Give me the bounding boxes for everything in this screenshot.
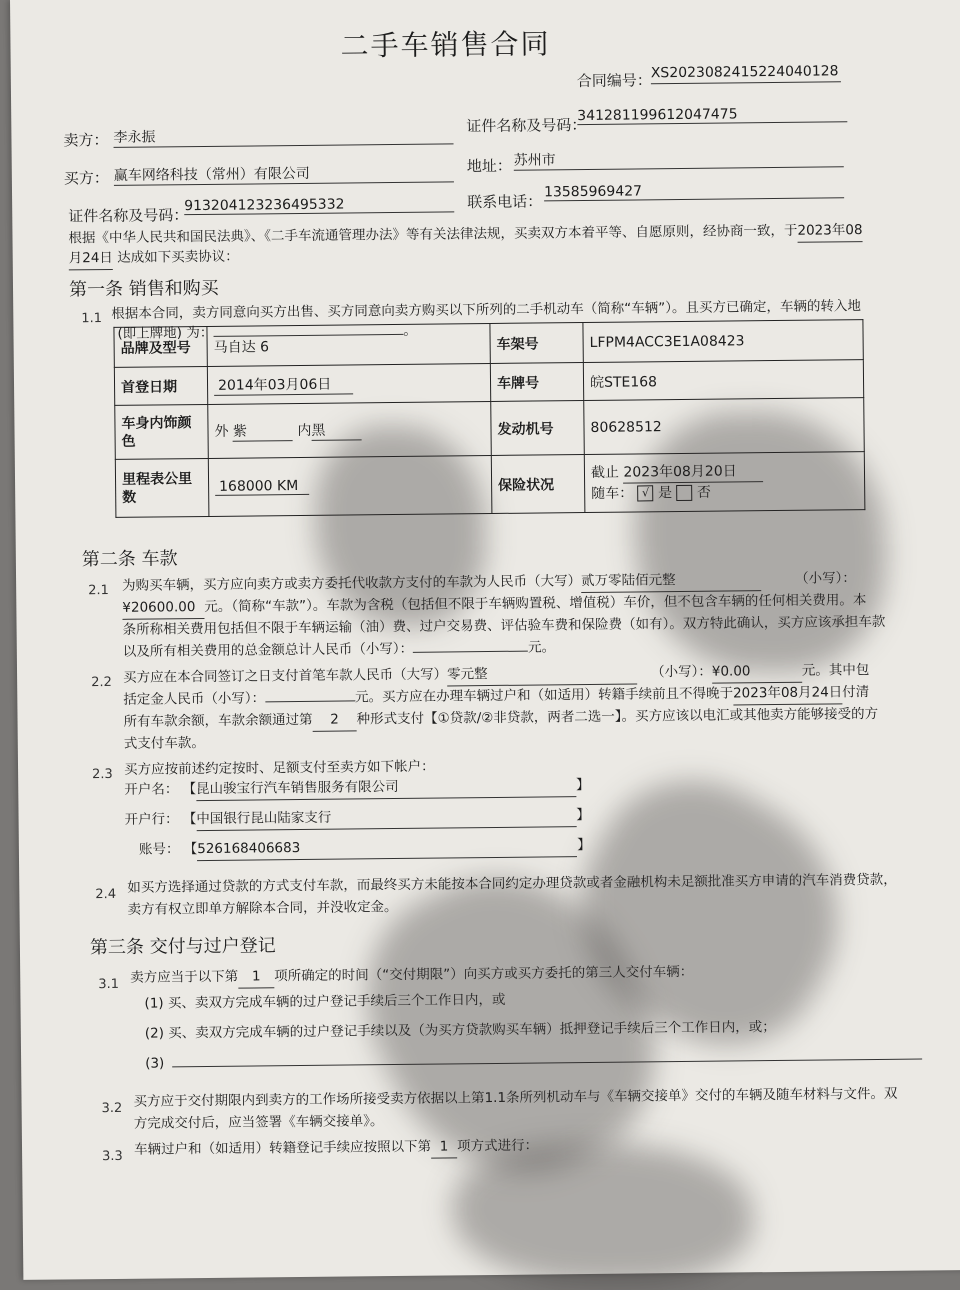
table-row <box>115 452 865 518</box>
insurance-cell <box>584 452 865 513</box>
table-row <box>115 398 865 460</box>
address: 苏州市 <box>514 146 844 170</box>
pay-method: 2 <box>312 708 356 731</box>
price-small: ¥20600.00 <box>122 596 204 620</box>
yes-label: 是 <box>658 485 673 502</box>
seller-id-label: 证件名称及号码： <box>466 115 587 136</box>
insurance-with-row <box>591 481 858 504</box>
bank-row <box>124 804 590 832</box>
account-no-label: 账号： <box>138 841 180 858</box>
insurance-with-prefix: 随车： <box>591 485 634 502</box>
reg-date-label: 首登日期 <box>114 366 207 405</box>
ext-color: 紫 <box>233 420 293 442</box>
s33-text-b: 项方式进行： <box>456 1137 539 1155</box>
insurance-until-prefix: 截止 <box>590 464 620 481</box>
section-3-3-num: 3.3 <box>102 1148 123 1165</box>
brand-label: 品牌及型号 <box>114 326 207 367</box>
total-amount-blank[interactable] <box>413 651 528 653</box>
s21-text-2: 元。（简称“车款”）。车款为含税（包括但不限于车辆购置税、增值税）车价，但不包含车辆的任何相关费用。本 <box>204 592 867 615</box>
section-1-1-line-1: 根据本合同，卖方同意向买方出售、买方同意向卖方购买以下所列的二手机动车（简称“车辆”）。且买方已确定，车辆的转入地 <box>111 298 862 322</box>
vin-label: 车架号 <box>490 323 583 364</box>
pay-deadline: 2023年08月24日 <box>733 681 842 705</box>
no-checkbox[interactable] <box>676 485 692 501</box>
plate-location-end: 。 <box>403 322 417 339</box>
account-name-open: 【 <box>182 781 197 798</box>
photo-shadow <box>452 1142 753 1285</box>
section-3-3-line-1 <box>134 1135 538 1162</box>
section-3-2-line-2: 方完成交付后，应当签署《车辆交接单》。 <box>133 1113 384 1132</box>
section-3-1-num: 3.1 <box>98 976 120 993</box>
phone: 13585969427 <box>544 181 844 201</box>
plate-label: 车牌号 <box>490 363 583 402</box>
bank-close: 】 <box>576 806 590 824</box>
account-no-open: 【 <box>183 841 198 858</box>
insurance-label: 保险状况 <box>491 455 585 514</box>
address-label: 地址： <box>466 156 512 176</box>
bank: 中国银行昆山陆家支行 <box>196 804 576 831</box>
section-2-1-line-3: 条所称相关费用包括但不限于车辆运输（油）费、过户交易费、评估验车费和保险费（如有）。双方特此确认，买方应该承担车款 <box>122 613 886 638</box>
section-3-1-line-1 <box>130 961 693 990</box>
account-name: 昆山骏宝行汽车销售服务有限公司 <box>196 774 576 801</box>
s33-text-a: 车辆过户和（如适用）转籍登记手续应按照以下第 <box>133 1138 432 1158</box>
mileage-cell <box>208 455 492 516</box>
account-no-close: 】 <box>577 836 591 854</box>
s22-text-2a: 括定金人民币（小写）： <box>123 690 266 708</box>
int-color: 黑 <box>311 419 361 441</box>
engine-value: 80628512 <box>584 398 865 455</box>
account-name-label: 开户名： <box>124 781 179 798</box>
s31-text-a: 卖方应当于以下第 <box>130 968 239 986</box>
account-no-row <box>139 834 591 862</box>
seller-id: 341281199612047475 <box>577 105 847 125</box>
account-no: 526168406683 <box>197 834 577 861</box>
buyer-id-label: 证件名称及号码： <box>68 206 189 226</box>
ext-prefix: 外 <box>214 423 229 440</box>
mileage-value: 168000 KM <box>215 478 309 496</box>
s22-text-2b: 元。买方应在办理车辆过户和（如适用）转籍手续前且不得晚于 <box>354 685 734 706</box>
delivery-item: 1 <box>238 965 274 988</box>
yes-checkbox[interactable]: √ <box>638 485 654 501</box>
section-2-1-num: 2.1 <box>88 582 109 599</box>
contract-page <box>10 0 960 1280</box>
s31-text-b: 项所确定的时间（“交付期限”）向买方或买方委托的第三人交付车辆： <box>274 963 694 985</box>
insurance-until: 2023年08月20日 <box>623 461 763 483</box>
delivery-option-1: (1) 买、卖双方完成车辆的过户登记手续后三个工作日内，或 <box>144 991 506 1012</box>
section-1-1-num: 1.1 <box>81 311 103 327</box>
s22-text-3b: 种形式支付【①贷款/②非贷款，两者二选一】。买方应该以电汇或其他卖方能够接受的方 <box>356 705 879 728</box>
intro-text: 根据《中华人民共和国民法典》、《二手车流通管理办法》等有关法律法规，买卖双方本着平等、自愿原则，经协商一致，于 <box>68 222 798 247</box>
section-3-2-num: 3.2 <box>101 1100 123 1117</box>
delivery-option-2: (2) 买、卖双方完成车辆的过户登记手续以及（为买方贷款购买车辆）抵押登记手续后三个工作日内，或； <box>144 1019 776 1042</box>
first-payment-upper: 零元整 <box>447 661 637 686</box>
vin-value: LFPM4ACC3E1A08423 <box>583 320 863 363</box>
contract-no-label: 合同编号： <box>576 71 652 91</box>
s21-text: 为购买车辆，买方应向卖方或卖方委托代收款方支付的车款为人民币（大写） <box>122 573 582 594</box>
brand-value: 马自达 6 <box>207 323 490 366</box>
delivery-option-3 <box>145 1045 922 1075</box>
s21-text-4: 以及所有相关费用的总金额总计人民币（小写）： <box>122 640 414 660</box>
section-2-4-line-1: 如买方选择通过贷款的方式支付车款，而最终买方未能按本合同约定办理贷款或者金融机构未足额批准买方申请的汽车消费贷款， <box>127 871 897 896</box>
buyer-label: 买方： <box>63 168 109 188</box>
article-2-heading: 第二条 车款 <box>81 548 178 571</box>
s22-text-2c: 付清 <box>842 684 870 701</box>
transfer-item: 1 <box>431 1135 457 1158</box>
section-3-2-line-1: 买方应于交付期限内到卖方的工作场所接受卖方依据以上第1.1条所列机动车与《车辆交接单》交付的车辆及随车材料与文件。双 <box>133 1085 898 1110</box>
phone-label: 联系电话： <box>467 192 543 212</box>
plate-value: 皖STE168 <box>583 360 863 401</box>
price-small-label: （小写）： <box>795 570 856 587</box>
section-2-3-num: 2.3 <box>92 766 113 783</box>
color-cell <box>208 401 492 458</box>
s22-text: 买方应在本合同签订之日支付首笔车款人民币（大写） <box>123 666 448 686</box>
bank-open: 【 <box>182 811 197 828</box>
section-2-4-line-2: 卖方有权立即单方解除本合同，并没收定金。 <box>127 898 398 918</box>
section-2-2-line-4: 式支付车款。 <box>123 735 205 752</box>
insurance-until-row <box>591 460 858 484</box>
color-label: 车身内饰颜色 <box>115 404 209 459</box>
plate-location-label: (即上牌地) 为： <box>117 324 214 342</box>
reg-date-value: 2014年03月06日 <box>214 373 353 395</box>
s22-text-1b: 元。其中包 <box>801 662 870 679</box>
engine-label: 发动机号 <box>491 401 585 456</box>
contract-no: XS2023082415224040128 <box>651 63 841 84</box>
account-name-row <box>124 774 590 802</box>
intro-date-b: 月24日 <box>69 247 113 270</box>
intro-date-a: 2023年08 <box>797 219 862 243</box>
seller-label: 卖方： <box>63 130 109 150</box>
first-payment-small-label: （小写）： <box>650 663 712 681</box>
section-2-1-line-4 <box>123 636 555 663</box>
mileage-label: 里程表公里数 <box>115 458 209 517</box>
delivery-option-3-label: (3) <box>145 1055 165 1072</box>
contract-title: 二手车销售合同 <box>340 27 551 63</box>
section-2-2-num: 2.2 <box>91 674 112 691</box>
seller-name: 李永振 <box>113 123 453 148</box>
s21-text-4-end: 元。 <box>527 639 556 656</box>
buyer-id: 913204123236495332 <box>184 195 454 215</box>
article-1-heading: 第一条 销售和购买 <box>68 277 219 301</box>
section-2-4-num: 2.4 <box>95 886 117 903</box>
delivery-option-3-blank[interactable] <box>172 1059 922 1068</box>
deposit-blank[interactable] <box>265 700 355 702</box>
section-2-3-line-1: 买方应按前述约定按时、足额支付至卖方如下帐户： <box>123 758 435 778</box>
buyer-name: 赢车网络科技（常州）有限公司 <box>114 161 454 186</box>
bank-label: 开户行： <box>124 811 179 828</box>
int-prefix: 内 <box>297 422 312 440</box>
first-payment-small: ¥0.00 <box>712 660 802 684</box>
article-3-heading: 第三条 交付与过户登记 <box>89 935 276 959</box>
no-label: 否 <box>696 484 712 501</box>
intro-text-2: 达成如下买卖协议： <box>117 248 239 266</box>
price-upper: 贰万零陆佰元整 <box>581 568 761 593</box>
account-name-close: 】 <box>575 776 590 794</box>
s22-text-3a: 所有车款余额，车款余额通过第 <box>123 711 313 730</box>
reg-date-cell <box>207 363 490 404</box>
intro-line-2 <box>69 246 239 271</box>
vehicle-table <box>113 319 865 518</box>
